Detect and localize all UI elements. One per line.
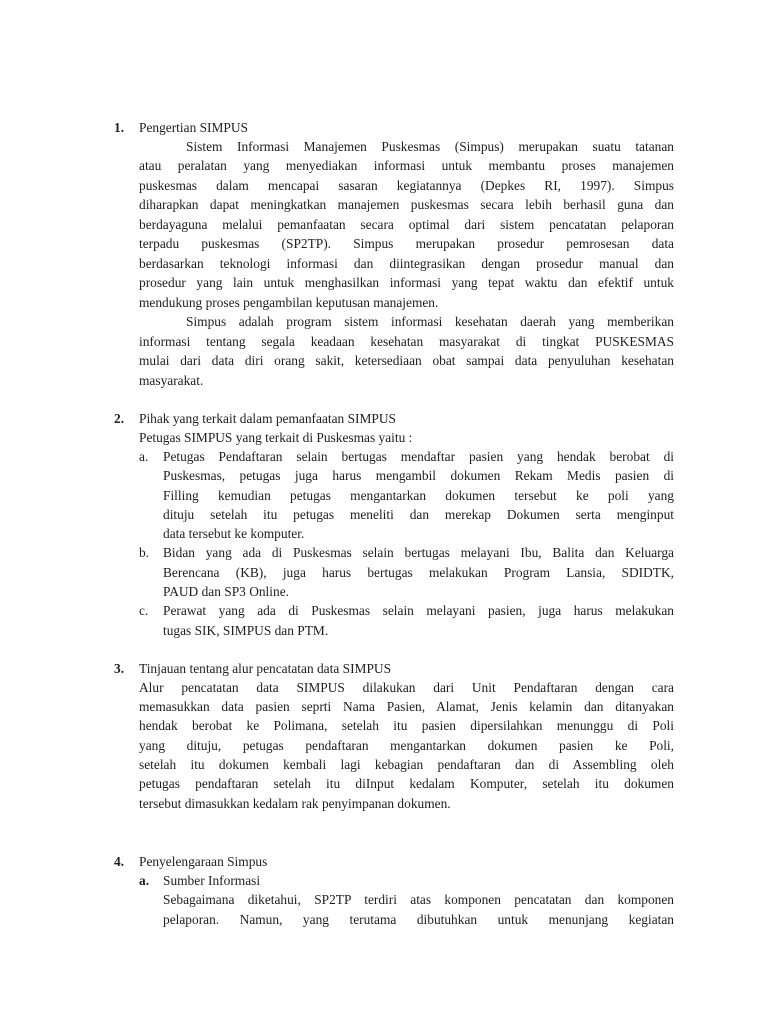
list-item-line: Perawat yang ada di Puskesmas selain melayani pasien, juga harus melakukan bbox=[163, 603, 674, 618]
paragraph-line: mulai dari data diri orang sakit, ketersediaan obat sampai data penyuluhan kesehatan bbox=[139, 353, 674, 368]
list-marker: b. bbox=[139, 545, 150, 560]
paragraph-line: diharapkan dapat meningkatkan manajemen puskesmas secara lebih berhasil guna dan bbox=[139, 197, 674, 212]
list-item-line: PAUD dan SP3 Online. bbox=[163, 584, 289, 599]
list-marker: c. bbox=[139, 603, 149, 618]
paragraph-line: puskesmas dalam mencapai sasaran kegiatannya (Depkes RI, 1997). Simpus bbox=[139, 178, 674, 193]
list-item-line: Bidan yang ada di Puskesmas selain bertugas melayani Ibu, Balita dan Keluarga bbox=[163, 545, 674, 560]
section-4-title: Penyelengaraan Simpus bbox=[139, 854, 268, 869]
paragraph-line: berdayaguna melalui pemanfaatan secara optimal dari sistem pencatatan pelaporan bbox=[139, 217, 674, 232]
paragraph-line: Sistem Informasi Manajemen Puskesmas (Simpus) merupakan suatu tatanan bbox=[186, 139, 674, 154]
paragraph-line: prosedur yang lain untuk menghasilkan informasi yang tepat waktu dan efektif untuk bbox=[139, 275, 674, 290]
paragraph-line: yang dituju, petugas pendaftaran mengantarkan dokumen pasien ke Poli, bbox=[139, 738, 674, 753]
paragraph-line: Simpus adalah program sistem informasi kesehatan daerah yang memberikan bbox=[186, 314, 674, 329]
paragraph-line: petugas pendaftaran setelah itu diInput kedalam Komputer, setelah itu dokumen bbox=[139, 776, 674, 791]
paragraph-line: mendukung proses pengambilan keputusan manajemen. bbox=[139, 295, 439, 310]
list-item-line: Puskesmas, petugas juga harus mengambil dokumen Rekam Medis pasien di bbox=[163, 468, 674, 483]
section-1-title: Pengertian SIMPUS bbox=[139, 120, 248, 135]
list-item-line: Berencana (KB), juga harus bertugas melakukan Program Lansia, SDIDTK, bbox=[163, 565, 674, 580]
paragraph-line: Sebagaimana diketahui, SP2TP terdiri atas komponen pencatatan dan komponen bbox=[163, 892, 674, 907]
list-item-line: Filling kemudian petugas mengantarkan dokumen tersebut ke poli yang bbox=[163, 488, 674, 503]
paragraph-line: hendak berobat ke Polimana, setelah itu pasien dipersilahkan menunggu di Poli bbox=[139, 718, 674, 733]
paragraph-line: setelah itu dokumen kembali lagi kebagian pendaftaran dan di Assembling oleh bbox=[139, 757, 674, 772]
section-3-title: Tinjauan tentang alur pencatatan data SIMPUS bbox=[139, 661, 392, 676]
subsection-marker: a. bbox=[139, 873, 150, 888]
paragraph-line: berdasarkan teknologi informasi dan diintegrasikan dengan prosedur manual dan bbox=[139, 256, 674, 271]
paragraph-line: tersebut dimasukkan kedalam rak penyimpanan dokumen. bbox=[139, 796, 451, 811]
paragraph-line: Alur pencatatan data SIMPUS dilakukan dari Unit Pendaftaran dengan cara bbox=[139, 680, 674, 695]
section-2-title: Pihak yang terkait dalam pemanfaatan SIMPUS bbox=[139, 411, 396, 426]
subsection-title: Sumber Informasi bbox=[163, 873, 261, 888]
paragraph-line: pelaporan. Namun, yang terutama dibutuhkan untuk menunjang kegiatan bbox=[163, 912, 674, 927]
list-item-line: data tersebut ke komputer. bbox=[163, 526, 305, 541]
paragraph-line: memasukkan data pasien seprti Nama Pasien, Alamat, Jenis kelamin dan ditanyakan bbox=[139, 699, 674, 714]
list-marker: a. bbox=[139, 449, 149, 464]
list-item-line: Petugas Pendaftaran selain bertugas mendaftar pasien yang hendak berobat di bbox=[163, 449, 674, 464]
section-2-number: 2. bbox=[114, 411, 125, 426]
section-4-number: 4. bbox=[114, 854, 125, 869]
paragraph-line: atau peralatan yang menyediakan informasi untuk membantu proses manajemen bbox=[139, 158, 674, 173]
section-2-intro: Petugas SIMPUS yang terkait di Puskesmas yaitu : bbox=[139, 430, 413, 445]
list-item-line: tugas SIK, SIMPUS dan PTM. bbox=[163, 623, 329, 638]
list-item-line: dituju setelah itu petugas meneliti dan merekap Dokumen serta menginput bbox=[163, 507, 674, 522]
section-3-number: 3. bbox=[114, 661, 125, 676]
section-1-number: 1. bbox=[114, 120, 125, 135]
paragraph-line: informasi tentang segala keadaan kesehatan masyarakat di tingkat PUSKESMAS bbox=[139, 334, 674, 349]
paragraph-line: terpadu puskesmas (SP2TP). Simpus merupakan prosedur pemrosesan data bbox=[139, 236, 674, 251]
paragraph-line: masyarakat. bbox=[139, 373, 204, 388]
